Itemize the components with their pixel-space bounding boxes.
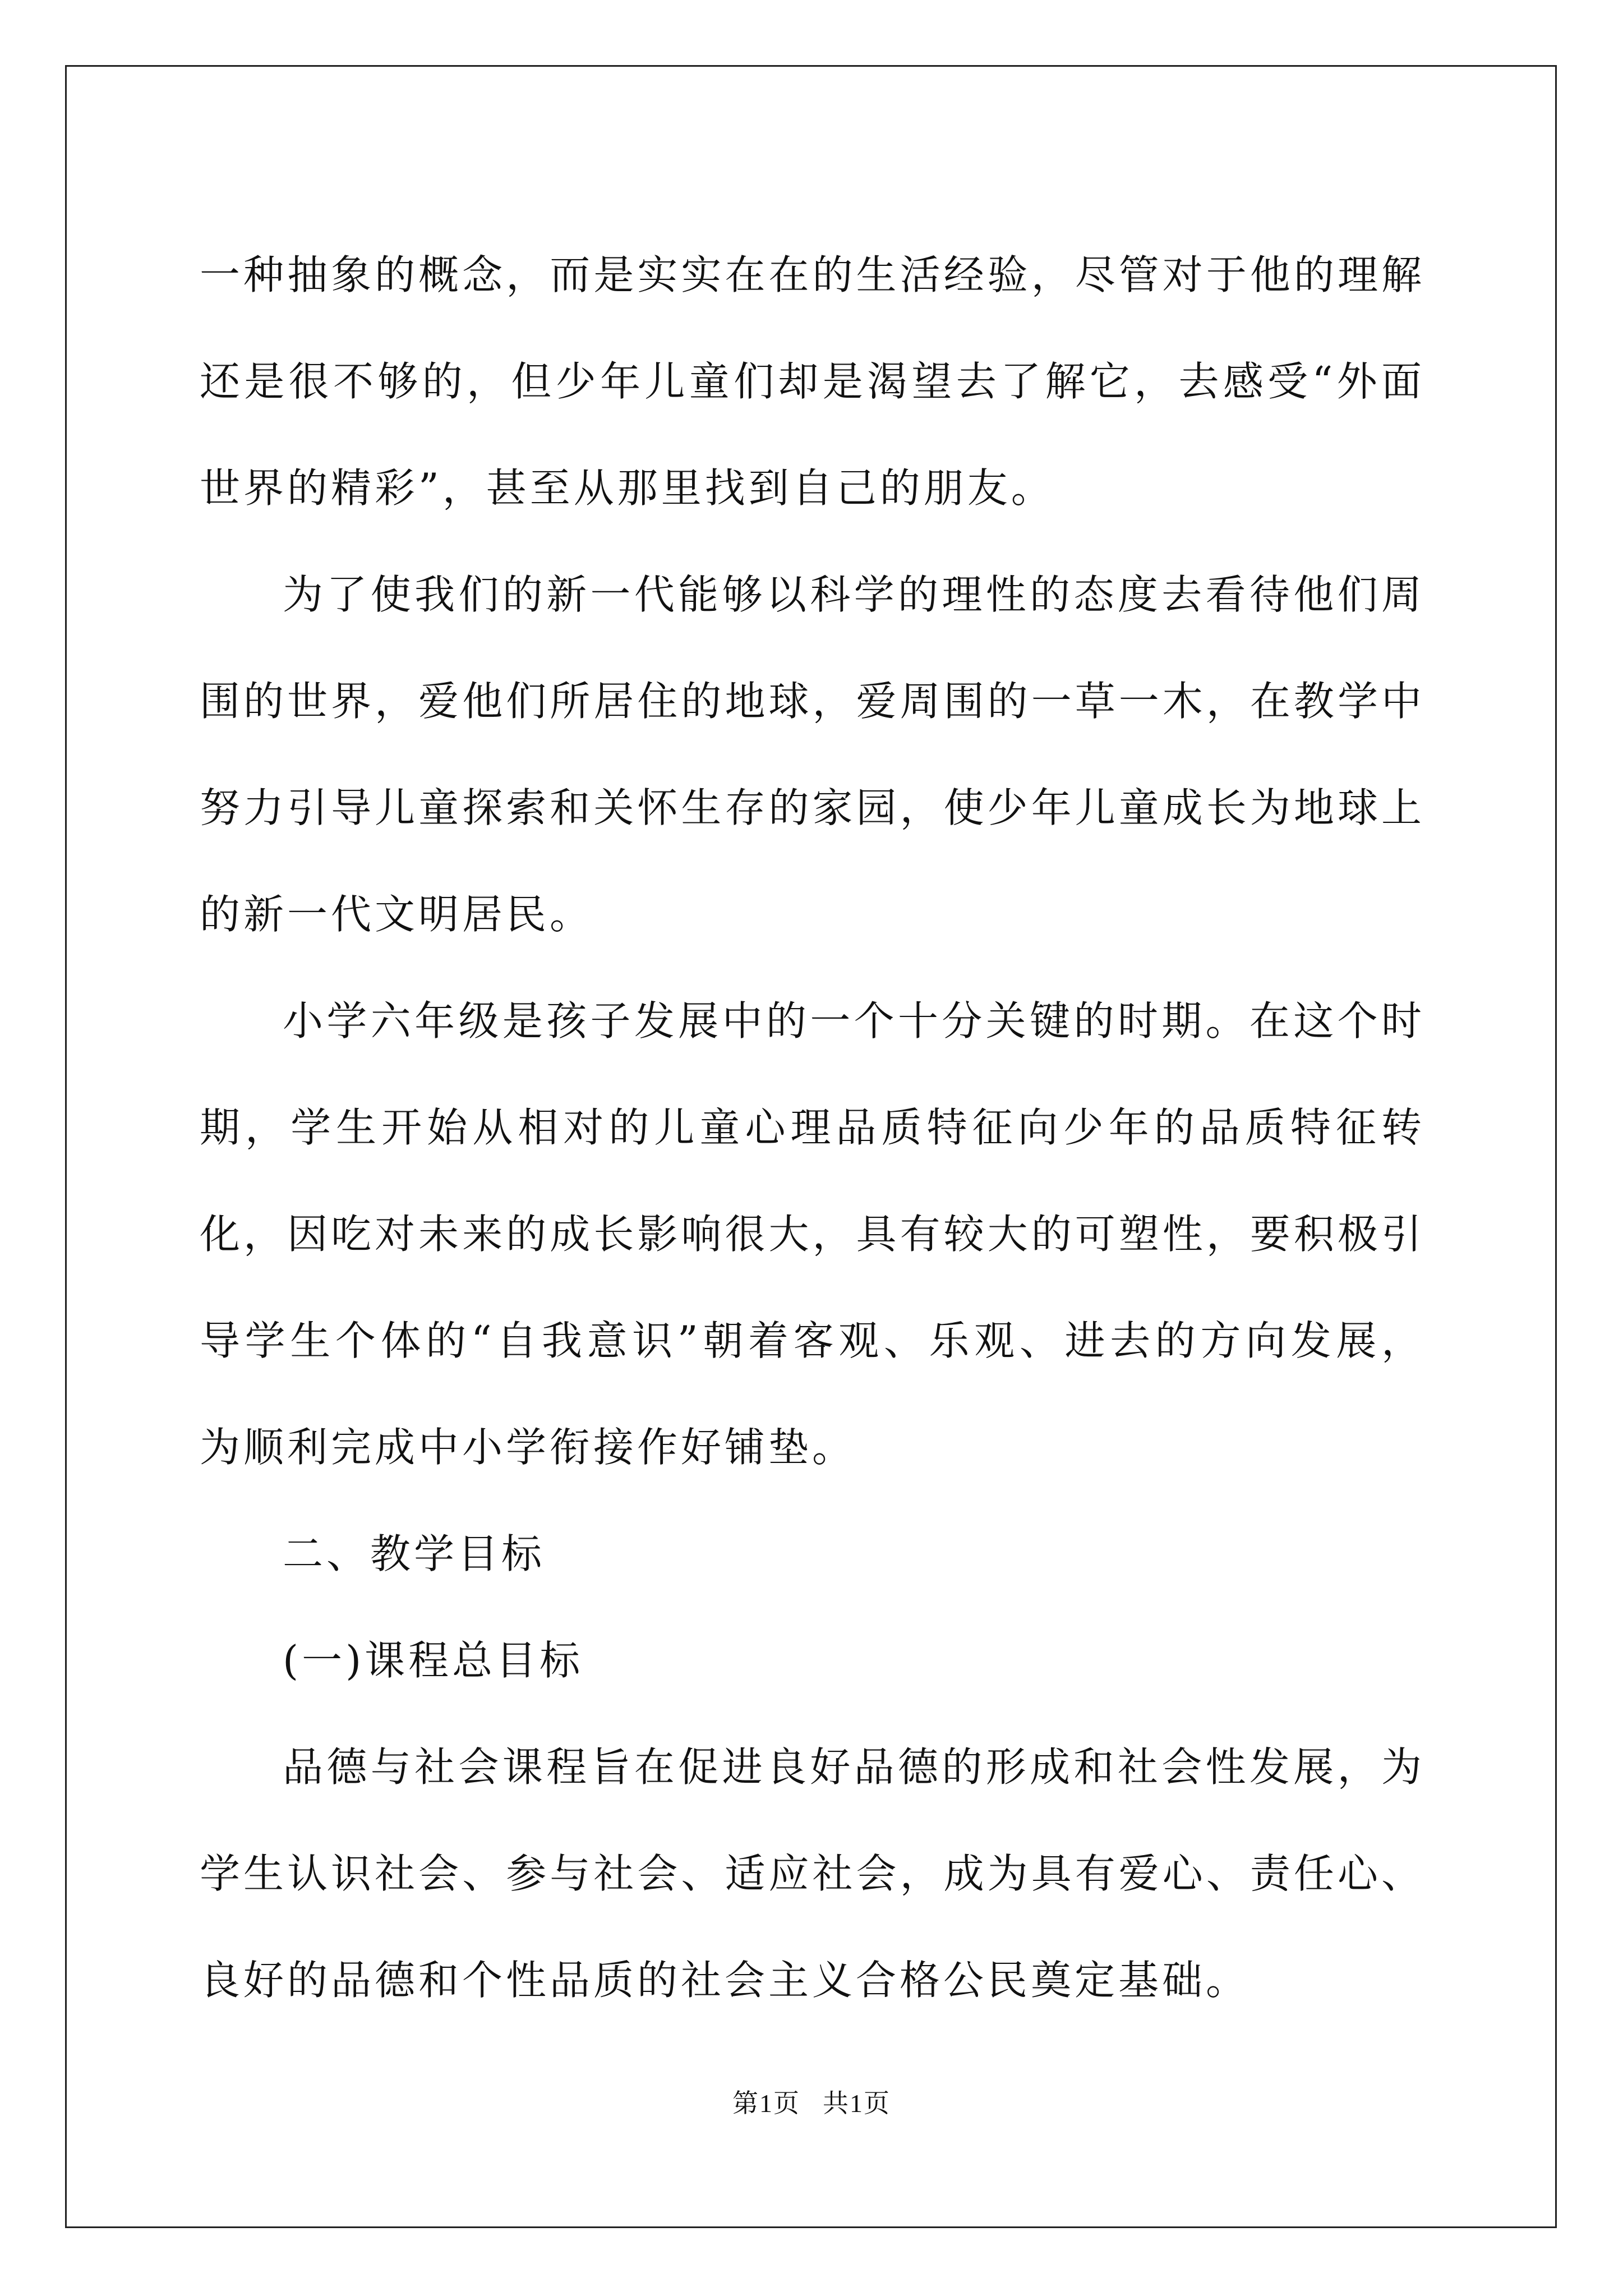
subsection-heading: (一)课程总目标 (283, 1637, 584, 1684)
paragraph-2: 为了使我们的新一代能够以科学的理性的态度去看待他们周围的世界，爱他们所居住的地球，爱周围的一草一木，在教学中努力引导儿童探索和关怀生存的家园，使少年儿童成长为地球上的新一代文明居民。 (200, 571, 1425, 938)
section-heading: 二、教学目标 (283, 1530, 546, 1577)
paragraph-6: 品德与社会课程旨在促进良好品德的形成和社会性发展，为学生认识社会、参与社会、适应社会，成为具有爱心、责任心、良好的品德和个性品质的社会主义合格公民奠定基础。 (200, 1743, 1425, 2004)
document-body (200, 222, 1425, 2033)
page-total: 共1页 (823, 2089, 891, 2118)
page-footer (0, 2087, 1623, 2120)
page-number: 第1页 (732, 2089, 800, 2118)
paragraph-1: 一种抽象的概念，而是实实在在的生活经验，尽管对于他的理解还是很不够的，但少年儿童们却是渴望去了解它，去感受“外面世界的精彩”，甚至从那里找到自己的朋友。 (200, 251, 1425, 512)
paragraph-3: 小学六年级是孩子发展中的一个十分关键的时期。在这个时期，学生开始从相对的儿童心理品质特征向少年的品质特征转化，因吃对未来的成长影响很大，具有较大的可塑性，要积极引导学生个体的“自我意识”朝着客观、乐观、进去的方向发展，为顺利完成中小学衔接作好铺垫。 (200, 997, 1425, 1471)
